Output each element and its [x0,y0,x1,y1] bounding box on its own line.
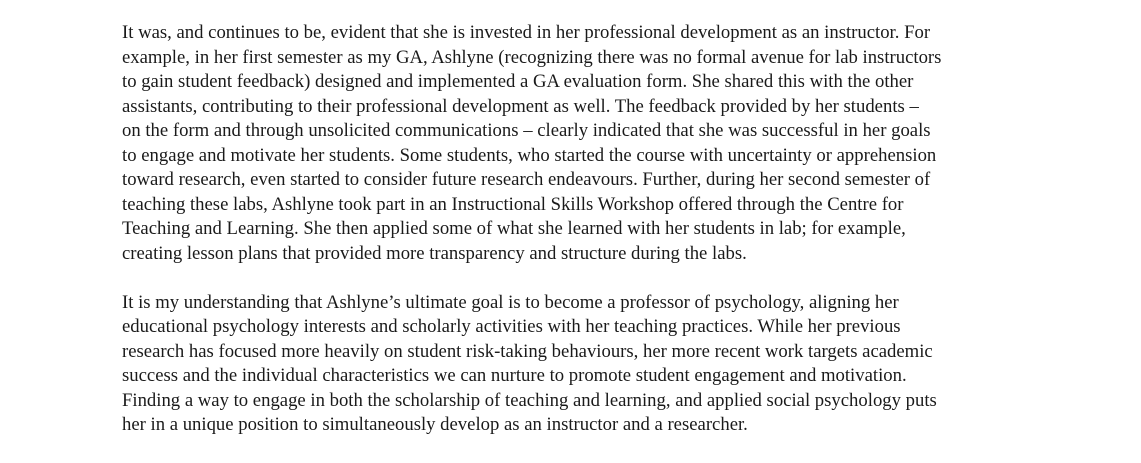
paragraph-career-goals [122,291,1022,438]
paragraph-line: on the form and through unsolicited communications – clearly indicated that she was successful in her goals [122,120,931,141]
paragraph-professional-development [122,21,1022,266]
paragraph-line: Finding a way to engage in both the scholarship of teaching and learning, and applied social psychology puts [122,389,937,411]
paragraph-line: It was, and continues to be, evident that she is invested in her professional development as an instructor. For [122,22,931,43]
paragraph-line: creating lesson plans that provided more transparency and structure during the labs. [122,242,747,264]
paragraph-spacer [122,266,1022,291]
paragraph-line: teaching these labs, Ashlyne took part in an Instructional Skills Workshop offered through the Centre for [122,193,904,215]
paragraph-line: her in a unique position to simultaneously develop as an instructor and a researcher. [122,414,748,435]
letter-body [122,21,1022,438]
paragraph-line: It is my understanding that Ashlyne’s ultimate goal is to become a professor of psychology, aligning her [122,291,899,313]
paragraph-line: toward research, even started to consider future research endeavours. Further, during her second semester of [122,169,931,190]
paragraph-line: to engage and motivate her students. Some students, who started the course with uncertainty or apprehension [122,144,937,166]
paragraph-line: Teaching and Learning. She then applied some of what she learned with her students in lab; for example, [122,218,906,239]
paragraph-line: success and the individual characteristics we can nurture to promote student engagement and motivation. [122,365,907,386]
paragraph-line: to gain student feedback) designed and implemented a GA evaluation form. She shared this with the other [122,71,914,92]
paragraph-line: research has focused more heavily on student risk-taking behaviours, her more recent work targets academic [122,340,933,362]
paragraph-line: assistants, contributing to their professional development as well. The feedback provided by her students – [122,95,919,117]
paragraph-line: educational psychology interests and scholarly activities with her teaching practices. While her previous [122,316,901,337]
paragraph-line: example, in her first semester as my GA, Ashlyne (recognizing there was no formal avenue for lab instructors [122,46,942,68]
